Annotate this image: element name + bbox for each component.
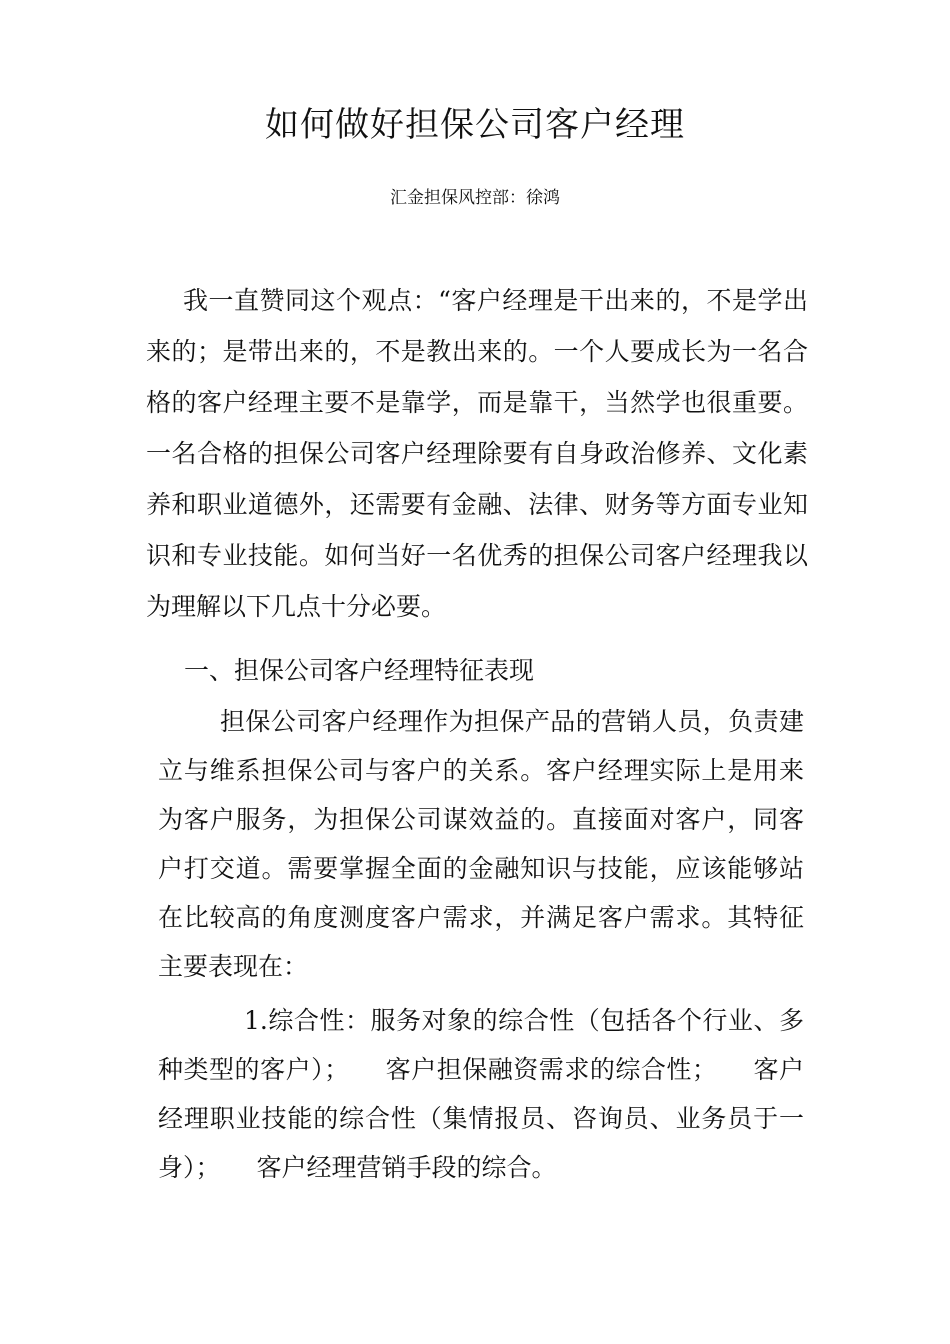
section-1-item-1 (158, 996, 804, 1192)
item-1-part-b: 客户担保融资需求的综合性； (385, 1055, 717, 1084)
section-heading-1: 一、担保公司客户经理特征表现 (184, 656, 535, 685)
document-title: 如何做好担保公司客户经理 (265, 105, 685, 145)
intro-paragraph: 我一直赞同这个观点：“客户经理是干出来的，不是学出来的；是带出来的，不是教出来的。一个人要成长为一名合格的客户经理主要不是靠学，而是靠干，当然学也很重要。一名合格的担保公司客户经理除要有自身政治修养、文化素养和职业道德外，还需要有金融、法律、财务等方面专业知识和专业技能。如何当好一名优秀的担保公司客户经理我以为理解以下几点十分必要。 (146, 286, 808, 621)
item-1-part-a: 1.综合性：服务对象的综合性（包括各个行业、多种类型的客户）； (158, 1006, 804, 1084)
item-1-part-c: 客户经理职业技能的综合性（集情报员、咨询员、业务员于一身）； (158, 1055, 804, 1182)
section-1-paragraph: 担保公司客户经理作为担保产品的营销人员，负责建立与维系担保公司与客户的关系。客户经理实际上是用来为客户服务，为担保公司谋效益的。直接面对客户，同客户打交道。需要掌握全面的金融知识与技能，应该能够站在比较高的角度测度客户需求，并满足客户需求。其特征主要表现在： (158, 707, 804, 981)
item-1-part-d: 客户经理营销手段的综合。 (256, 1153, 557, 1182)
document-author: 汇金担保风控部：徐鸿 (390, 188, 560, 208)
